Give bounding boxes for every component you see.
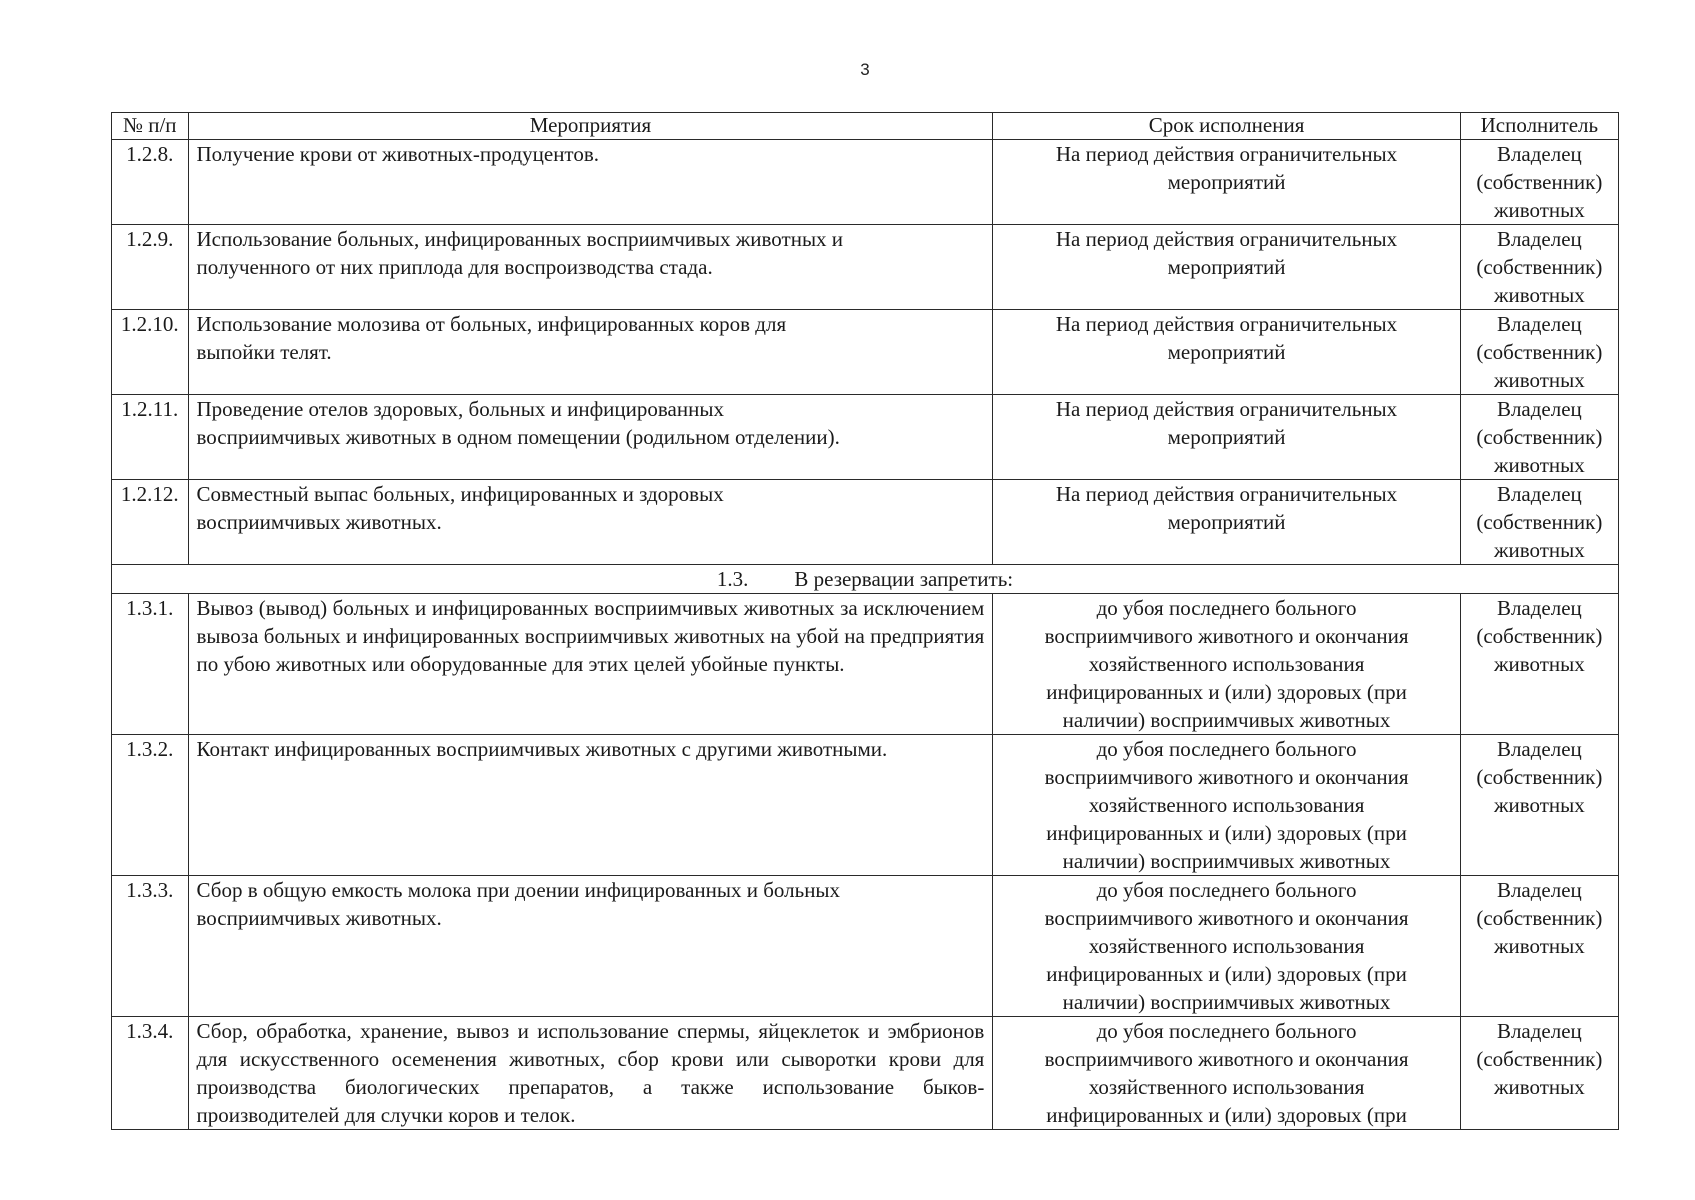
row-term: до убоя последнего больного восприимчивого животного и окончания хозяйственного использования инфицированных и (или) здоровых (при наличии) восприимчивых животных (993, 594, 1460, 735)
row-term: На период действия ограничительных мероприятий (993, 225, 1460, 310)
table-row (112, 1017, 1619, 1130)
row-number: 1.2.11. (112, 395, 189, 480)
table-row (112, 876, 1619, 1017)
section-number: 1.3. (716, 567, 749, 591)
row-number: 1.3.1. (112, 594, 189, 735)
row-term: до убоя последнего больного восприимчивого животного и окончания хозяйственного использования инфицированных и (или) здоровых (при наличии) восприимчивых животных (993, 876, 1460, 1017)
row-number: 1.2.9. (112, 225, 189, 310)
row-number: 1.3.3. (112, 876, 189, 1017)
table-header-row (112, 113, 1619, 140)
measures-table (111, 112, 1619, 1130)
row-event: Проведение отелов здоровых, больных и инфицированных восприимчивых животных в одном помещении (родильном отделении). (188, 395, 993, 480)
header-event: Мероприятия (188, 113, 993, 140)
table-row (112, 735, 1619, 876)
row-event: Совместный выпас больных, инфицированных и здоровых восприимчивых животных. (188, 480, 993, 565)
section-heading (112, 565, 1619, 594)
row-number: 1.3.2. (112, 735, 189, 876)
row-executor: Владелец (собственник) животных (1460, 735, 1618, 876)
row-event: Контакт инфицированных восприимчивых животных с другими животными. (188, 735, 993, 876)
row-term: На период действия ограничительных мероприятий (993, 310, 1460, 395)
row-event: Использование больных, инфицированных восприимчивых животных и полученного от них приплода для воспроизводства стада. (188, 225, 993, 310)
row-executor: Владелец (собственник) животных (1460, 310, 1618, 395)
row-event: Сбор в общую емкость молока при доении инфицированных и больных восприимчивых животных. (188, 876, 993, 1017)
row-executor: Владелец (собственник) животных (1460, 480, 1618, 565)
row-term: На период действия ограничительных мероприятий (993, 395, 1460, 480)
row-executor: Владелец (собственник) животных (1460, 594, 1618, 735)
row-number: 1.3.4. (112, 1017, 189, 1130)
row-event: Использование молозива от больных, инфицированных коров для выпойки телят. (188, 310, 993, 395)
row-term: На период действия ограничительных мероприятий (993, 140, 1460, 225)
row-executor: Владелец (собственник) животных (1460, 140, 1618, 225)
table-row (112, 140, 1619, 225)
table-row (112, 395, 1619, 480)
section-heading-row (112, 565, 1619, 594)
row-executor: Владелец (собственник) животных (1460, 876, 1618, 1017)
table-row (112, 480, 1619, 565)
table-row (112, 594, 1619, 735)
header-num: № п/п (112, 113, 189, 140)
row-number: 1.2.8. (112, 140, 189, 225)
section-title: В резервации запретить: (794, 567, 1014, 591)
row-event: Вывоз (вывод) больных и инфицированных восприимчивых животных за исключением вывоза больных и инфицированных восприимчивых животных на убой на предприятия по убою животных или оборудованные для этих целей убойные пункты. (188, 594, 993, 735)
row-term: На период действия ограничительных мероприятий (993, 480, 1460, 565)
row-event: Сбор, обработка, хранение, вывоз и использование спермы, яйцеклеток и эмбрионов для искусственного осеменения животных, сбор крови или сыворотки крови для производства биологических препаратов, а также использование быков-производителей для случки коров и телок. (188, 1017, 993, 1130)
row-executor: Владелец (собственник) животных (1460, 395, 1618, 480)
header-executor: Исполнитель (1460, 113, 1618, 140)
page-number: 3 (860, 60, 870, 79)
table-row (112, 225, 1619, 310)
row-term: до убоя последнего больного восприимчивого животного и окончания хозяйственного использования инфицированных и (или) здоровых (при (993, 1017, 1460, 1130)
row-executor: Владелец (собственник) животных (1460, 1017, 1618, 1130)
row-number: 1.2.12. (112, 480, 189, 565)
header-term: Срок исполнения (993, 113, 1460, 140)
row-term: до убоя последнего больного восприимчивого животного и окончания хозяйственного использования инфицированных и (или) здоровых (при наличии) восприимчивых животных (993, 735, 1460, 876)
row-number: 1.2.10. (112, 310, 189, 395)
row-executor: Владелец (собственник) животных (1460, 225, 1618, 310)
table-row (112, 310, 1619, 395)
row-event: Получение крови от животных-продуцентов. (188, 140, 993, 225)
